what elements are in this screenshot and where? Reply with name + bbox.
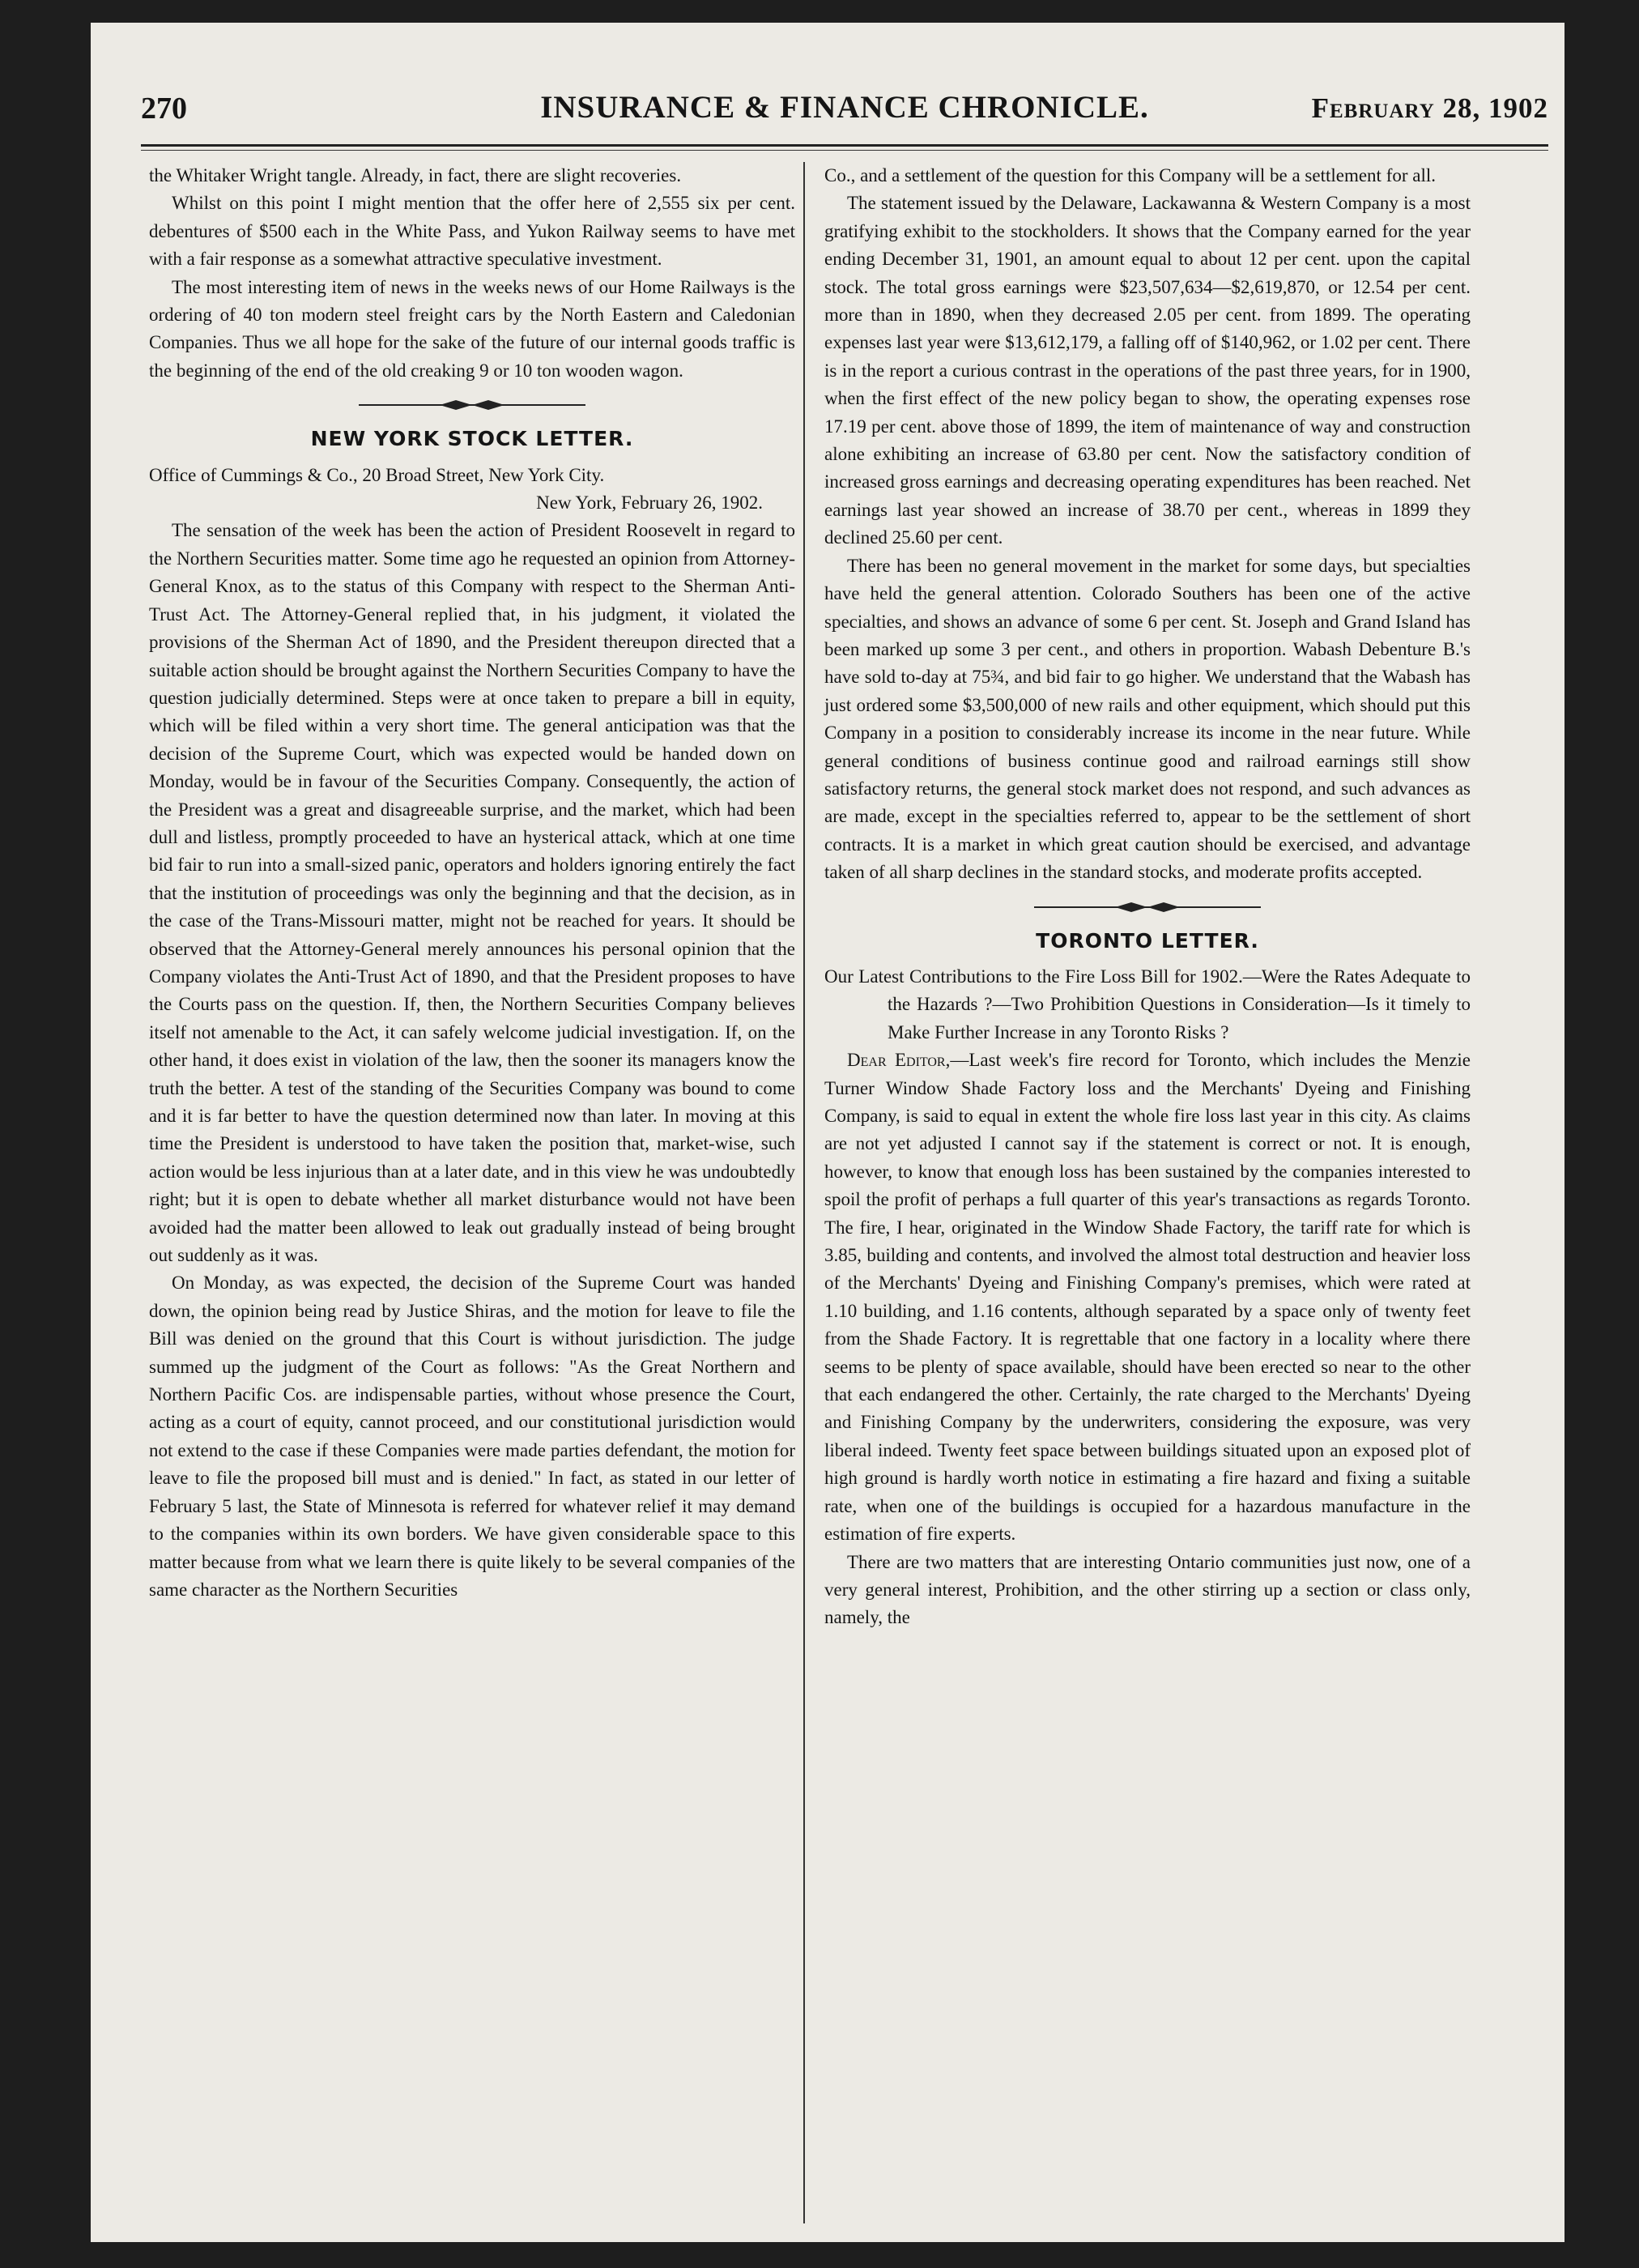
- article-paragraph: On Monday, as was expected, the decision of the Supreme Court was handed down, the opinion being read by Justice Shiras, and the motion for leave to file the Bill was denied on the ground that this Court is without jurisdiction. The judge summed up the judgment of the Court as follows: "As the Great Northern and Northern Pacific Cos. are indispensable parties, without whose presence the Court, acting as a court of equity, cannot proceed, and our constitutional jurisdiction would not extend to the case if these Companies were made parties defendant, the motion for leave to file the proposed bill must and is denied." In fact, as stated in our letter of February 5 last, the State of Minnesota is referred for whatever relief it may demand to the companies within its own borders. We have given considerable space to this matter because from what we learn there is quite likely to be several companies of the same character as the Northern Securities: [149, 1273, 795, 1600]
- newspaper-page: [91, 23, 1564, 2242]
- article-paragraph: The most interesting item of news in the weeks news of our Home Railways is the ordering of 40 ton modern steel freight cars by the North Eastern and Caledonian Companies. Thus we all hope for the sake of the future of our internal goods traffic is the beginning of the end of the old creaking 9 or 10 ton wooden wagon.: [149, 276, 795, 381]
- issue-date: February 28, 1902: [1311, 92, 1548, 124]
- header-rule-thick: [141, 144, 1548, 147]
- section-heading-toronto-letter: TORONTO LETTER.: [1036, 928, 1259, 953]
- article-paragraph: the Whitaker Wright tangle. Already, in fact, there are slight recoveries.: [149, 165, 682, 185]
- office-address: Office of Cummings & Co., 20 Broad Street, New York City.: [149, 464, 605, 485]
- article-paragraph: There has been no general movement in the market for some days, but specialties have held the general attention. Colorado Southers has been one of the active specialties, and shows an advance of some 6 per cent. St. Joseph and Grand Island has been marked up some 3 per cent., and others in proportion. Wabash Debenture B.'s have sold to-day at 75¾, and bid fair to go higher. We understand that the Wabash has just ordered some $3,500,000 of new rails and other equipment, which should put this Company in a position to considerably increase its income in the near future. While general conditions of business continue good and railroad earnings still show satisfactory returns, the general stock market does not respond, and such advances as are made, except in the specialties referred to, appear to be the settlement of short contracts. It is a market in which great caution should be exercised, and advantage taken of all sharp declines in the standard stocks, and moderate profits accepted.: [824, 555, 1471, 883]
- section-heading-new-york-stock-letter: NEW YORK STOCK LETTER.: [310, 427, 634, 451]
- article-paragraph: There are two matters that are interesting Ontario communities just now, one of a very general interest, Prohibition, and the other stirring up a section or class only, namely, the: [824, 1551, 1471, 1628]
- section-ornament: [359, 399, 585, 411]
- article-paragraph: [824, 1047, 1471, 1548]
- section-ornament: [1034, 902, 1261, 913]
- left-column: [149, 162, 795, 1604]
- article-paragraph: The sensation of the week has been the action of President Roosevelt in regard to the Northern Securities matter. Some time ago he requested an opinion from Attorney-General Knox, as to the status of this Company with respect to the Sherman Anti-Trust Act. The Attorney-General replied that, in his judgment, it violated the provisions of the Sherman Act of 1890, and the President thereupon directed that a suitable action should be brought against the Northern Securities Company to have the question judicially determined. Steps were at once taken to prepare a bill in equity, which will be filed within a very short time. The general anticipation was that the decision of the Supreme Court, which was expected would be handed down on Monday, would be in favour of the Securities Company. Consequently, the action of the President was a great and disagreeable surprise, and the market, which had been dull and listless, promptly proceeded to have an hysterical attack, which at one time bid fair to run into a small-sized panic, operators and holders ignoring entirely the fact that the institution of proceedings was only the beginning and that the decision, as in the case of the Trans-Missouri matter, might not be reached for years. It should be observed that the Attorney-General merely announces his personal opinion that the Company violates the Anti-Trust Act of 1890, and that the President proposes to have the Courts pass on the question. If, then, the Northern Securities Company believes itself not amenable to the Act, it can safely welcome judicial investigation. If, on the other hand, it does exist in violation of the law, then the sooner its managers know the truth the better. A test of the standing of the Securities Company was bound to come and it is far better to have the question determined now than later. In moving at this time the President is understood to have taken the position that, market-wise, such action would be less injurious than at a later date, and in this view he was undoubtedly right; but it is open to debate whether all market disturbance would not have been avoided had the matter been allowed to leak out gradually instead of being brought out suddenly as it was.: [149, 520, 795, 1266]
- article-paragraph: Co., and a settlement of the question for this Company will be a settlement for all.: [824, 165, 1437, 185]
- page-header: [141, 86, 1548, 134]
- section-subheading: Our Latest Contributions to the Fire Loss Bill for 1902.—Were the Rates Adequate to the Hazards ?—Two Prohibition Questions in Consideration—Is it timely to Make Further Increase in any Toronto Risks ?: [824, 966, 1471, 1042]
- article-paragraph: Whilst on this point I might mention that the offer here of 2,555 six per cent. debentures of $500 each in the White Pass, and Yukon Railway seems to have met with a fair response as a somewhat attractive speculative investment.: [149, 193, 795, 270]
- salutation: Dear Editor,: [847, 1050, 951, 1071]
- masthead-title: INSURANCE & FINANCE CHRONICLE.: [540, 90, 1149, 125]
- page-number: 270: [141, 92, 187, 126]
- column-divider: [803, 162, 805, 2223]
- article-paragraph: The statement issued by the Delaware, Lackawanna & Western Company is a most gratifying exhibit to the stockholders. It shows that the Company earned for the year ending December 31, 1901, an amount equal to about 12 per cent. upon the capital stock. The total gross earnings were $23,507,634—$2,619,870, or 12.54 per cent. more than in 1890, when they decreased 2.05 per cent. from 1899. The operating expenses last year were $13,612,179, a falling off of $140,962, or 1.02 per cent. There is in the report a curious contrast in the operations of the past three years, for in 1900, when the first effect of the new policy began to show, the operating expenses rose 17.19 per cent. above those of 1899, the item of maintenance of way and construction alone exhibiting an increase of 63.80 per cent. Now the satisfactory condition of increased gross earnings and decreasing operating expenditures has been reached. Net earnings last year showed an increase of 38.70 per cent., whereas in 1899 they declined 25.60 per cent.: [824, 193, 1471, 548]
- right-column: [824, 162, 1471, 1632]
- dateline: New York, February 26, 1902.: [536, 492, 763, 514]
- letter-body: —Last week's fire record for Toronto, which includes the Menzie Turner Window Shade Factory loss and the Merchants' Dyeing and Finishing Company, is said to equal in extent the whole fire loss last year in this city. As claims are not yet adjusted I cannot say if the statement is correct or not. It is enough, however, to know that enough loss has been sustained by the companies interested to spoil the profit of perhaps a full quarter of this year's transactions as regards Toronto. The fire, I hear, originated in the Window Shade Factory, the tariff rate for which is 3.85, building and contents, and involved the almost total destruction and heavier loss of the Merchants' Dyeing and Finishing Company's premises, which were rated at 1.10 building, and 1.16 contents, although separated by a space only of twenty feet from the Shade Factory. It is regrettable that one factory in a locality where there seems to be plenty of space available, should have been erected so near to the other that each endangered the other. Certainly, the rate charged to the Merchants' Dyeing and Finishing Company by the underwriters, considering the exposure, was very liberal indeed. Twenty feet space between buildings situated upon an exposed plot of high ground is hardly worth notice in estimating a fire hazard and fixing a suitable rate, when one of the buildings is occupied for a hazardous manufacture in the estimation of fire experts.: [824, 1050, 1471, 1545]
- header-rule-thin: [141, 150, 1548, 151]
